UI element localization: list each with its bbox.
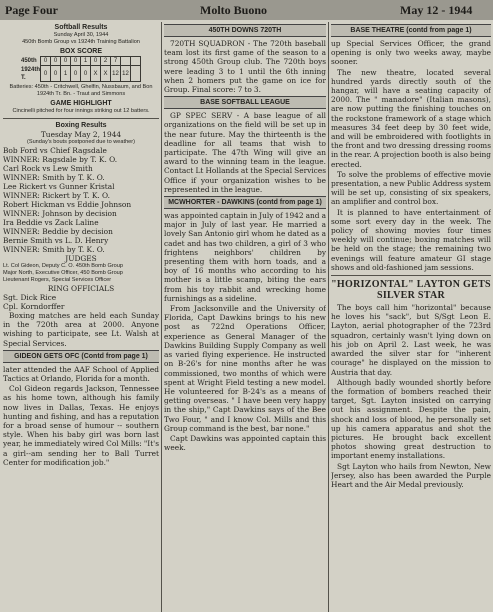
masthead bbox=[0, 0, 493, 20]
table-row bbox=[21, 57, 141, 66]
score-cell: 0 bbox=[51, 66, 61, 82]
paragraph: 720TH SQUADRON - The 720th baseball team lost its first game of the season to a strong 450th Group club. The 720th boys were leading 3 to 1 until the 6th inning when 2 homers put the game on ice for Group. Final score: 7 to 3. bbox=[164, 39, 326, 95]
boxing-line: WINNER: Smith by T. K. O. bbox=[3, 245, 105, 254]
table-row bbox=[21, 66, 141, 82]
article-headline: MCWHORTER - DAWKINS (contd from page 1) bbox=[164, 196, 326, 209]
score-cell: 0 bbox=[41, 66, 51, 82]
boxing-title: Boxing Results bbox=[55, 122, 107, 129]
boxing-line: WINNER: Johnson by decision bbox=[3, 209, 117, 218]
judge-line: Lieutenant Rogers, Special Services Officer bbox=[3, 277, 112, 283]
score-cell: 2 bbox=[101, 57, 111, 66]
boxing-line: Robert Hickman vs Eddie Johnson bbox=[3, 200, 132, 209]
issue-date: May 12 - 1944 bbox=[400, 3, 473, 17]
team-name: 1924th T. bbox=[20, 66, 40, 81]
paragraph: up Special Services Officer, the grand opening is only two weeks away, maybe sooner. bbox=[331, 39, 491, 67]
paragraph: later attended the AAF School of Applied Tactics at Orlando, Florida for a month. bbox=[3, 364, 159, 384]
boxing-line: WINNER: Rickert by T. K. O. bbox=[3, 191, 111, 200]
paragraph: To solve the problems of effective movie presentation, a new Public Address system will be set up, consisting of six speakers, an amplifier and control box. bbox=[331, 169, 491, 207]
paragraph: From Jacksonville and the University of Florida, Capt Dawkins brings to his new post as 722nd Operations Officer, experience as General Manager of the Dawkins Building Supply Company as well as varied flying experience. He instructed on B-26's for nine months after he was commissioned, two months of which were spent at Wright Field testing a new model. He volunteered for B-24's as a means of getting overseas. " I have been very happy in the ship," Capt Dawkins says of the Bee Two Four, " and I know Col. Mills and this Group command is the best, bar none." bbox=[164, 304, 326, 433]
paragraph: It is planned to have entertainment of some sort every day in the week. The policy of showing movies four times weekly will continue; boxing matches will be held on the stage; the remaining two evenings will feature amateur GI stage shows and old-fashioned jam sessions. bbox=[331, 207, 491, 272]
ring-official: Cpl. Korndorffer bbox=[3, 302, 65, 311]
divider bbox=[331, 275, 491, 276]
score-cell: X bbox=[101, 66, 111, 82]
page-number: Page Four bbox=[5, 3, 58, 17]
box-score-table bbox=[21, 56, 141, 82]
paragraph: Although badly wounded shortly before the formation of bombers reached their target, Sgt. Layton insisted on carrying out his assignment. Despite the pain, shock and loss of blood, he personally set up his camera apparatus and shot the pictures. He brought back excellent photos showing great destruction to important enemy installations. bbox=[331, 377, 491, 461]
paragraph: The boys call him "horizontal" because he loves his "sack", but S/Sgt Leon E. Layton, aerial photographer of the 723rd squadron, certainly wasn't lying down on his job on April 2. Last week, he was awarded the silver star for "inherent courage" he displayed on the mission to Austria that day. bbox=[331, 303, 491, 377]
ring-officials-title: RING OFFICIALS bbox=[47, 284, 115, 293]
column-left bbox=[3, 22, 159, 468]
ring-official: Sgt. Dick Rice bbox=[3, 293, 57, 302]
softball-date: Sunday April 30, 1944 bbox=[53, 32, 109, 38]
column-rule bbox=[328, 22, 329, 612]
article-headline: "HORIZONTAL" LAYTON GETS SILVER STAR bbox=[331, 279, 491, 302]
judges-title: JUDGES bbox=[65, 254, 97, 263]
boxing-date: Tuesday May 2, 1944 bbox=[40, 130, 122, 139]
score-cell: 7 bbox=[111, 57, 121, 66]
box-score-title: BOX SCORE bbox=[59, 48, 102, 55]
score-cell bbox=[121, 57, 131, 66]
boxing-line: Ira Beddie vs Zack Laline bbox=[3, 218, 99, 227]
batteries: Batteries: 450th - Critchwell, Ghelfin, Nussbaum, and Bon bbox=[9, 84, 153, 90]
article-headline: BASE SOFTBALL LEAGUE bbox=[164, 96, 326, 109]
paragraph: GP SPEC SERV - A base league of all organizations on the field will be set up in the near future. May the thirteenth is the deadline for all teams that wish to participate. The 47th Wing will give an award to the winning team in the league. Contact Lt Hollands at the Special Services Office if your organization wishes to be represented in the league. bbox=[164, 111, 326, 194]
paragraph: Capt Dawkins was appointed captain this week. bbox=[164, 433, 326, 453]
score-cell bbox=[131, 66, 141, 82]
judge-line: Lt. Col Gideon, Deputy C. O. 450th Bomb Group bbox=[3, 263, 124, 269]
article-headline: 450TH DOWNS 720TH bbox=[164, 24, 326, 37]
boxing-line: Carl Rock vs Lew Smith bbox=[3, 164, 93, 173]
boxing-note: (Sunday's bouts postponed due to weather) bbox=[26, 139, 136, 145]
score-cell: 12 bbox=[111, 66, 121, 82]
score-cell: 0 bbox=[61, 57, 71, 66]
score-cell: 0 bbox=[41, 57, 51, 66]
score-cell: 12 bbox=[121, 66, 131, 82]
score-cell: 0 bbox=[91, 57, 101, 66]
judge-line: Major North, Executive Officer, 450 Bomb Group bbox=[3, 270, 123, 276]
score-cell: 1 bbox=[81, 57, 91, 66]
team-name: 450th bbox=[20, 58, 37, 64]
divider bbox=[3, 118, 159, 119]
score-cell: 0 bbox=[81, 66, 91, 82]
column-rule bbox=[161, 22, 162, 612]
boxing-line: Lee Rickert vs Gunner Kristal bbox=[3, 182, 115, 191]
boxing-line: WINNER: Smith by T. K. O. bbox=[3, 173, 105, 182]
highlight-text: Cincinelli pitched for four innings striking out 12 batters. bbox=[12, 108, 150, 114]
softball-subtitle: 450th Bomb Group vs 1924th Training Battalion bbox=[22, 39, 140, 45]
column-right bbox=[331, 22, 491, 490]
score-cell: 0 bbox=[71, 57, 81, 66]
gideon-headline: GIDEON GETS OFC (Contd from page 1) bbox=[3, 350, 159, 363]
column-middle bbox=[164, 22, 326, 453]
boxing-line: Bob Ford vs Chief Ragsdale bbox=[3, 146, 107, 155]
boxing-line: WINNER: Beddie by decision bbox=[3, 227, 113, 236]
batteries-2: 1924th Tr. Bn. - Traut and Simmons bbox=[36, 91, 126, 97]
paper-name: Molto Buono bbox=[200, 3, 268, 17]
paragraph: Col Gideon regards Jackson, Tennessee as his home town, although his family now lives in Dallas, Texas. He enjoys hunting and fishing, and has a reputation for a broad sense of humour -- southern style. When his baby girl was born last year, he immediately wired Col Mills: "It's a girl--am sending her to Ball Turret Center for modification job." bbox=[3, 384, 159, 467]
paragraph: Sgt Layton who hails from Newton, New Jersey, also has been awarded the Purple Heart and the Air Medal previously. bbox=[331, 461, 491, 489]
boxing-line: Bernie Smith vs L. D. Henry bbox=[3, 236, 109, 245]
score-cell: X bbox=[91, 66, 101, 82]
score-cell: 1 bbox=[61, 66, 71, 82]
article-headline: BASE THEATRE (contd from page 1) bbox=[331, 24, 491, 37]
highlight-title: GAME HIGHLIGHT bbox=[50, 100, 112, 107]
paragraph: was appointed captain in July of 1942 and a major in July of last year. He married a lovely San Antonio girl whom he dated as a cadet and has two children, a girl of 3 who frightens neighbors' children by presenting them with horn toads, and a boy of 16 months who according to his mother is a little scamp, biting the ears from his toy rabbit and wrecking home furnishings as a sideline. bbox=[164, 211, 326, 303]
score-cell bbox=[131, 57, 141, 66]
score-cell: 0 bbox=[71, 66, 81, 82]
boxing-footer: Boxing matches are held each Sunday in the 720th area at 2000. Anyone wishing to participate, see Lt. Walsh at Special Services. bbox=[3, 311, 159, 348]
boxing-line: WINNER: Ragsdale by T. K. O. bbox=[3, 155, 118, 164]
softball-title: Softball Results bbox=[54, 24, 108, 31]
score-cell: 0 bbox=[51, 57, 61, 66]
paragraph: The new theatre, located several hundred yards directly south of the hangar, will have a seating capacity of 2000. The " manadore" (Italian masons), are now putting the finishing touches on the rockstone framework of a stage which measures 34 feet deep by 30 feet wide, and will be embroidered with footlights in the front and two dressing dressing rooms in the rear. A projection booth is also being erected. bbox=[331, 67, 491, 169]
